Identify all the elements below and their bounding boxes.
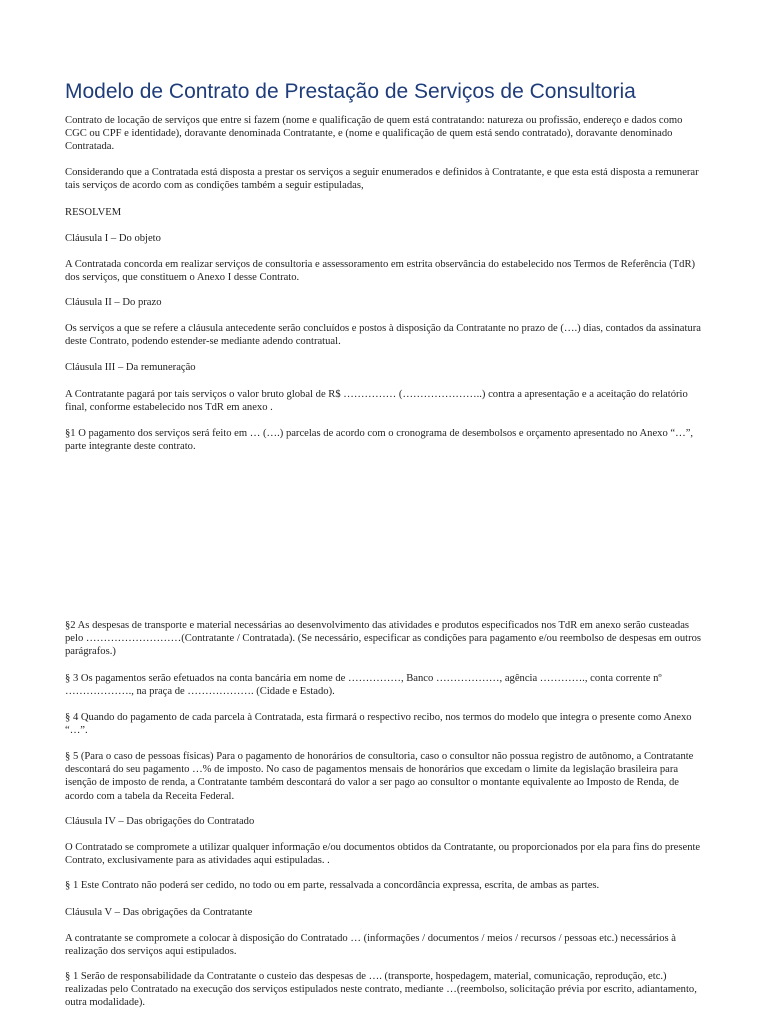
paragraph-preamble: Contrato de locação de serviços que entre si fazem (nome e qualificação de quem está contratando: natureza ou profissão, endereço e dados como CGC ou CPF e identidade), doravante denominada Contratante, e (nome e qualificação de quem está sendo contratado), doravante denominado Contratada. [65, 115, 683, 153]
paragraph-resolvem: RESOLVEM [65, 207, 122, 218]
paragraph-clause-iv: O Contratado se compromete a utilizar qualquer informação e/ou documentos obtidos da Contratante, ou proporcionados por ela para fins do presente Contrato, exclusivamente para as atividades aqui estipuladas. . [65, 842, 701, 867]
paragraph-section-1: §1 O pagamento dos serviços será feito em … (….) parcelas de acordo com o cronograma de desembolsos e orçamento apresentado no Anexo “…”, parte integrante deste contrato. [65, 428, 694, 453]
paragraph-section-3: § 3 Os pagamentos serão efetuados na conta bancária em nome de ……………, Banco ………………, agência …………., conta corrente nº ………………., na praça de ………………. (Cidade e Estado). [65, 673, 662, 698]
paragraph-section-4: § 4 Quando do pagamento de cada parcela à Contratada, esta firmará o respectivo recibo, nos termos do modelo que integra o presente como Anexo “…”. [65, 712, 692, 737]
paragraph-clause-i: A Contratada concorda em realizar serviços de consultoria e assessoramento em estrita observância do estabelecido nos Termos de Referência (TdR) dos serviços, que constituem o Anexo I desse Contrato. [65, 259, 696, 284]
paragraph-clause-v: A contratante se compromete a colocar à disposição do Contratado … (informações / documentos / meios / recursos / pessoas etc.) necessários à realização dos serviços aqui estipulados. [65, 933, 677, 958]
clause-heading-i: Cláusula I – Do objeto [65, 233, 161, 244]
paragraph-considering: Considerando que a Contratada está disposta a prestar os serviços a seguir enumerados e definidos à Contratante, e que esta está disposta a remunerar tais serviços de acordo com as condições também a seguir estipuladas, [65, 167, 699, 192]
document-title: Modelo de Contrato de Prestação de Serviços de Consultoria [65, 80, 636, 103]
paragraph-section-5: § 5 (Para o caso de pessoas físicas) Para o pagamento de honorários de consultoria, caso o consultor não possua registro de autônomo, a Contratante descontará do seu pagamento …% de imposto. No caso de pagamentos mensais de honorários que excedam o limite da legislação brasileira para isenção de imposto de renda, a Contratante também descontará do valor a ser pago ao consultor o montante equivalente ao Imposto de Renda, de acordo com a tabela da Receita Federal. [65, 751, 694, 802]
paragraph-clause-iv-section-1: § 1 Este Contrato não poderá ser cedido, no todo ou em parte, ressalvada a concordância expressa, escrita, de ambas as partes. [65, 880, 600, 891]
paragraph-section-2: §2 As despesas de transporte e material necessárias ao desenvolvimento das atividades e produtos especificados nos TdR em anexo serão custeadas pelo ………………………(Contratante / Contratada). (Se necessário, especificar as condições para pagamento e/ou reembolso de despesas em outros parágrafos.) [65, 620, 702, 658]
clause-heading-ii: Cláusula II – Do prazo [65, 297, 162, 308]
paragraph-clause-iii: A Contratante pagará por tais serviços o valor bruto global de R$ …………… (…………………..) contra a apresentação e a aceitação do relatório final, conforme estabelecido nos TdR em anexo . [65, 389, 688, 414]
clause-heading-v: Cláusula V – Das obrigações da Contratante [65, 907, 253, 918]
paragraph-clause-v-section-1: § 1 Serão de responsabilidade da Contratante o custeio das despesas de …. (transporte, hospedagem, material, comunicação, reprodução, etc.) realizadas pelo Contratado na execução dos serviços estipulados neste contrato, mediante …(reembolso, solicitação prévia por escrito, adiantamento, outra modalidade). [65, 971, 697, 1009]
clause-heading-iii: Cláusula III – Da remuneração [65, 362, 196, 373]
paragraph-clause-ii: Os serviços a que se refere a cláusula antecedente serão concluídos e postos à disposição da Contratante no prazo de (….) dias, contados da assinatura deste Contrato, podendo estender-se mediante adendo contratual. [65, 323, 701, 348]
clause-heading-iv: Cláusula IV – Das obrigações do Contratado [65, 816, 255, 827]
